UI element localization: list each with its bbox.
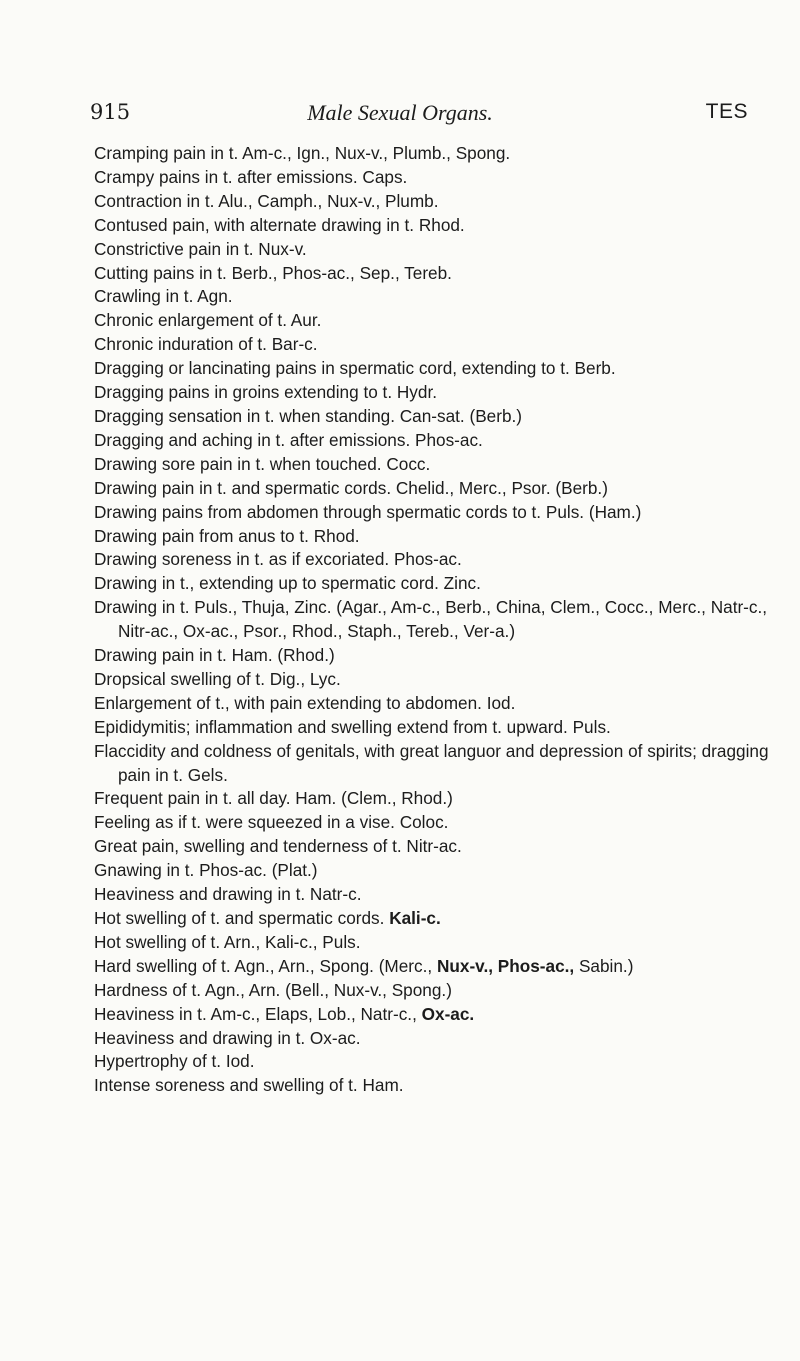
- list-item: Chronic induration of t. Bar-c.: [94, 334, 318, 355]
- list-item: Gnawing in t. Phos-ac. (Plat.): [94, 860, 318, 881]
- list-item: Constrictive pain in t. Nux-v.: [94, 238, 307, 259]
- list-item: Hot swelling of t. Arn., Kali-c., Puls.: [94, 931, 361, 952]
- list-item: Crampy pains in t. after emissions. Caps.: [94, 166, 408, 187]
- running-title: Male Sexual Organs.: [307, 100, 493, 125]
- list-item: Contraction in t. Alu., Camph., Nux-v., Plumb.: [94, 190, 439, 211]
- list-item: [94, 955, 774, 979]
- entry-bold-remedy: Kali-c.: [389, 908, 441, 928]
- list-item: Cutting pains in t. Berb., Phos-ac., Sep., Tereb.: [94, 262, 452, 283]
- entry-text: Hot swelling of t. and spermatic cords.: [94, 908, 385, 928]
- list-item: Chronic enlargement of t. Aur.: [94, 310, 322, 331]
- list-item: Dragging and aching in t. after emissions. Phos-ac.: [94, 429, 483, 450]
- list-item: Contused pain, with alternate drawing in t. Rhod.: [94, 214, 465, 235]
- entry-text-cont: Sabin.): [578, 955, 634, 976]
- entry-bold-remedy: Ox-ac.: [421, 1003, 475, 1024]
- list-item: [94, 907, 774, 931]
- list-item: Feeling as if t. were squeezed in a vise. Coloc.: [94, 812, 449, 833]
- list-item: Drawing sore pain in t. when touched. Cocc.: [94, 453, 431, 474]
- list-item: Flaccidity and coldness of genitals, with great languor and depression of spirits; dragging pain in t. Gels.: [94, 740, 769, 785]
- list-item: Dropsical swelling of t. Dig., Lyc.: [94, 668, 341, 689]
- list-item: Dragging or lancinating pains in spermatic cord, extending to t. Berb.: [94, 358, 616, 379]
- entry-text: Hard swelling of t. Agn., Arn., Spong. (Merc.,: [94, 955, 433, 976]
- list-item: Drawing pain in t. Ham. (Rhod.): [94, 645, 335, 666]
- list-item: Drawing pains from abdomen through spermatic cords to t. Puls. (Ham.): [94, 501, 642, 522]
- list-item: Great pain, swelling and tenderness of t. Nitr-ac.: [94, 836, 462, 857]
- list-item: Crawling in t. Agn.: [94, 286, 233, 307]
- list-item: Cramping pain in t. Am-c., Ign., Nux-v., Plumb., Spong.: [94, 143, 511, 163]
- list-item: Frequent pain in t. all day. Ham. (Clem., Rhod.): [94, 788, 453, 809]
- list-item: Enlargement of t., with pain extending to abdomen. Iod.: [94, 692, 516, 713]
- symptom-list: [94, 142, 774, 1098]
- list-item: Hardness of t. Agn., Arn. (Bell., Nux-v., Spong.): [94, 979, 452, 1000]
- list-item: Drawing pain from anus to t. Rhod.: [94, 525, 360, 546]
- list-item: Intense soreness and swelling of t. Ham.: [94, 1075, 404, 1096]
- section-tag: TES: [705, 100, 748, 123]
- list-item: [94, 1003, 774, 1027]
- page-number: 915: [90, 100, 131, 124]
- list-item: Hypertrophy of t. Iod.: [94, 1051, 255, 1072]
- list-item: Heaviness and drawing in t. Natr-c.: [94, 884, 362, 905]
- page-header: [0, 100, 800, 136]
- list-item: Dragging sensation in t. when standing. Can-sat. (Berb.): [94, 405, 523, 426]
- list-item: Dragging pains in groins extending to t. Hydr.: [94, 382, 437, 403]
- list-item: Drawing pain in t. and spermatic cords. Chelid., Merc., Psor. (Berb.): [94, 477, 608, 498]
- list-item: Drawing soreness in t. as if excoriated. Phos-ac.: [94, 549, 462, 570]
- entry-text: Heaviness in t. Am-c., Elaps, Lob., Natr-c.,: [94, 1003, 417, 1024]
- list-item: Drawing in t., extending up to spermatic cord. Zinc.: [94, 573, 481, 594]
- list-item: Drawing in t. Puls., Thuja, Zinc. (Agar., Am-c., Berb., China, Clem., Cocc., Merc., Natr-c., Nitr-ac., Ox-ac., Psor., Rhod., Staph., Tereb., Ver-a.): [94, 597, 768, 642]
- entry-bold-remedy: Nux-v., Phos-ac.,: [436, 955, 575, 976]
- list-item: Heaviness and drawing in t. Ox-ac.: [94, 1027, 361, 1048]
- list-item: Epididymitis; inflammation and swelling extend from t. upward. Puls.: [94, 716, 611, 737]
